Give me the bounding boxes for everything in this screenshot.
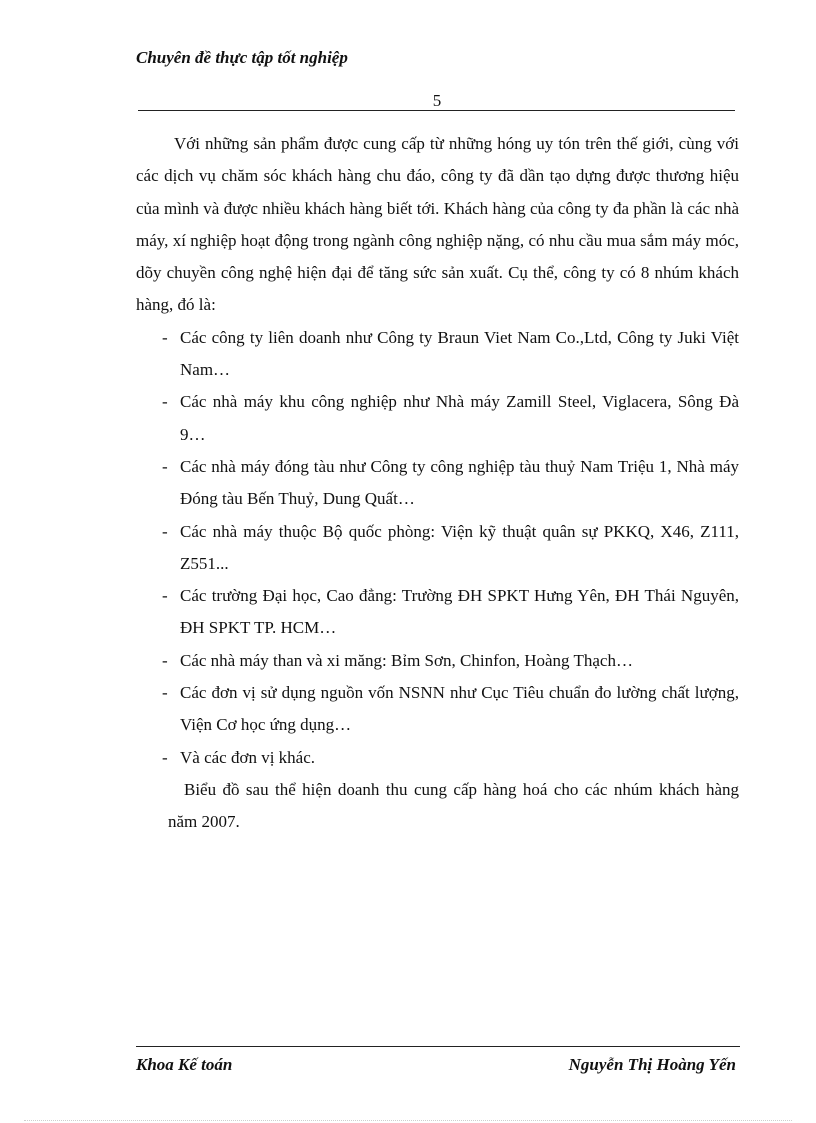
list-item [136, 645, 739, 677]
bullet-dash: - [162, 327, 168, 347]
header-title: Chuyên đề thực tập tốt nghiệp [136, 48, 348, 67]
closing-paragraph: Biểu đồ sau thể hiện doanh thu cung cấp hàng hoá cho các nhúm khách hàng năm 2007. [168, 779, 739, 832]
list-item-text: Các nhà máy than và xi măng: Bỉm Sơn, Chinfon, Hoàng Thạch… [180, 650, 633, 670]
list-item [136, 451, 739, 516]
list-item-text: Và các đơn vị khác. [180, 747, 316, 767]
list-item-text: Các đơn vị sử dụng nguồn vốn NSNN như Cục Tiêu chuẩn đo lường chất lượng, Viện Cơ học ứng dụng… [180, 683, 739, 735]
bullet-dash: - [162, 747, 168, 767]
header-divider [138, 110, 735, 111]
bullet-dash: - [162, 683, 168, 703]
list-item [136, 386, 739, 451]
page-edge [24, 1120, 792, 1121]
list-item [136, 516, 739, 581]
bullet-dash: - [162, 650, 168, 670]
bullet-dash: - [162, 392, 168, 412]
page-number: 5 [432, 91, 442, 110]
list-item-text: Các trường Đại học, Cao đẳng: Trường ĐH SPKT Hưng Yên, ĐH Thái Nguyên, ĐH SPKT TP. HCM… [180, 586, 739, 638]
list-item [136, 742, 739, 774]
list-item [136, 580, 739, 645]
footer-divider [136, 1046, 740, 1047]
bullet-dash: - [162, 456, 168, 476]
list-item [136, 677, 739, 742]
bullet-dash: - [162, 586, 168, 606]
list-item-text: Các nhà máy thuộc Bộ quốc phòng: Viện kỹ thuật quân sự PKKQ, X46, Z111, Z551... [180, 521, 739, 573]
bullet-dash: - [162, 521, 168, 541]
intro-paragraph: Với những sản phẩm được cung cấp từ những hóng uy tón trên thế giới, cùng với các dịch vụ chăm sóc khách hàng chu đáo, công ty đã dần tạo dựng được thương hiệu của mình và được nhiều khách hàng biết tới. Khách hàng của công ty đa phần là các nhà máy, xí nghiệp hoạt động trong ngành công nghiệp nặng, có nhu cầu mua sắm máy móc, dõy chuyền công nghệ hiện đại để tăng sức sản xuất. Cụ thể, công ty có 8 nhúm khách hàng, đó là: [136, 134, 739, 315]
list-item-text: Các công ty liên doanh như Công ty Braun Viet Nam Co.,Ltd, Công ty Juki Việt Nam… [180, 327, 739, 380]
list-item-text: Các nhà máy khu công nghiệp như Nhà máy Zamill Steel, Viglacera, Sông Đà 9… [180, 392, 739, 444]
footer-author: Nguyễn Thị Hoàng Yến [568, 1055, 736, 1074]
customer-group-list [136, 322, 739, 774]
list-item-text: Các nhà máy đóng tàu như Công ty công nghiệp tàu thuỷ Nam Triệu 1, Nhà máy Đóng tàu Bến Thuỷ, Dung Quất… [180, 456, 739, 509]
document-body [136, 128, 739, 839]
footer-department: Khoa Kế toán [136, 1055, 233, 1074]
list-item [136, 322, 739, 387]
